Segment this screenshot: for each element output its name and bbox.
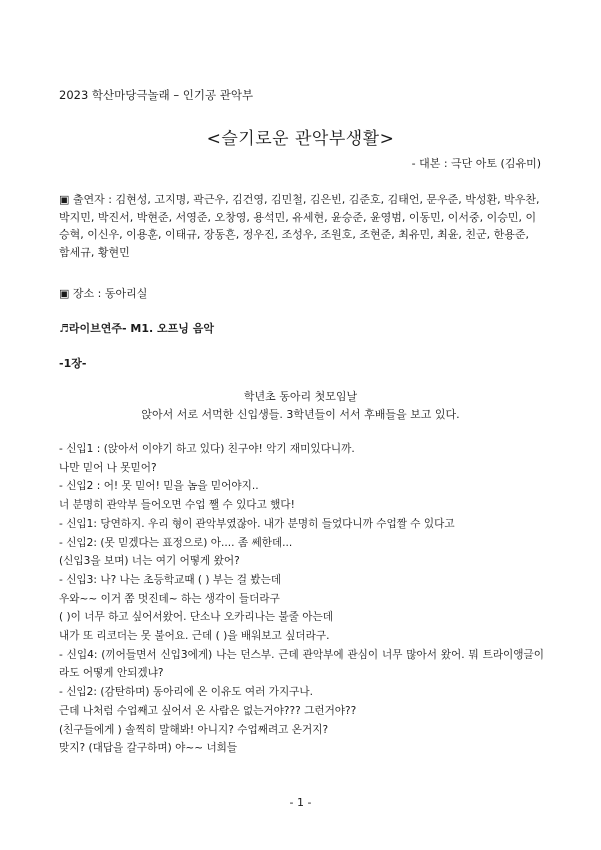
dialogue-line: 너 분명히 관악부 들어오면 수업 쨀 수 있다고 했다!: [59, 499, 295, 512]
dialogue-line: - 신입2 : 어! 못 믿어! 믿을 놈을 믿어야지..: [59, 480, 259, 493]
dialogue-line: - 신입3: 나? 나는 초등학교때 ( ) 부는 걸 봤는데: [59, 573, 282, 586]
stage-direction-line: 앉아서 서로 서먹한 신입생들. 3학년들이 서서 후배들을 보고 있다.: [141, 408, 460, 421]
cast-list: ▣ 출연자 : 김현성, 고지명, 곽근우, 김건영, 김민철, 김은빈, 김준호, 김태언, 문우준, 박성환, 박우찬, 박지민, 박진서, 박현준, 서영준, 오창영, 용석민, 유세현, 윤승준, 윤영범, 이동민, 이서중, 이승민, 이승혁, 이신우, 이용훈, 이태규, 장동흔, 정우진, 조성우, 조원호, 조현준, 최유민, 최윤, 친군, 한용준, 함세규, 황현민: [59, 193, 540, 259]
scene-heading: -1장-: [59, 357, 87, 370]
script-title: <슬기로운 관악부생활>: [206, 129, 395, 149]
dialogue-line: - 신입1 : (앉아서 이야기 하고 있다) 친구야! 악기 재미있다니까.: [59, 443, 355, 455]
music-cue: ♬라이브연주- M1. 오프닝 음악: [59, 322, 214, 335]
page-number: - 1 -: [289, 796, 312, 809]
dialogue-line: 근데 나처럼 수업째고 싶어서 온 사람은 없는거야??? 그런거야??: [59, 704, 357, 717]
dialogue-line: (친구들에게 ) 솔찍히 말해봐! 아니지? 수업째려고 온거지?: [59, 723, 329, 736]
place-line: ▣ 장소 : 동아리실: [59, 287, 148, 300]
dialogue-line: 나만 믿어 나 못믿어?: [59, 461, 157, 474]
event-header: 2023 학산마당극놀래 – 인기공 관악부: [59, 88, 254, 102]
dialogue-block: [59, 440, 544, 758]
dialogue-line: - 신입1: 당연하지. 우리 형이 관악부였잖아. 내가 분명히 들었다니까 수업짤 수 있다고: [59, 517, 455, 530]
dialogue-line: - 신입2: (못 믿겠다는 표정으로) 아.... 좀 쎄한데...: [59, 536, 293, 549]
dialogue-line: - 신입4: (끼어들면서 신입3에게) 나는 던스부. 근데 관악부에 관심이 너무 많아서 왔어. 뭐 트라이앵글이라도 어떻게 안되겠냐?: [59, 648, 544, 680]
dialogue-line: 맞지? (대답을 갈구하며) 야~~ 너희들: [59, 742, 238, 755]
dialogue-line: ( )이 너무 하고 싶어서왔어. 단소나 오카리나는 불줄 아는데: [59, 611, 333, 624]
dialogue-line: - 신입2: (감탄하며) 동아리에 온 이유도 여러 가지구나.: [59, 686, 314, 699]
dialogue-line: 우와~~ 이거 쫌 멋진데~ 하는 생각이 들더라구: [59, 592, 280, 605]
dialogue-line: 내가 또 리코더는 못 불어요. 근데 ( )을 배워보고 싶더라구.: [59, 630, 330, 643]
script-credit: - 대본 : 극단 아토 (김유미): [411, 157, 541, 170]
stage-direction: [0, 388, 601, 424]
dialogue-line: (신입3을 보며) 너는 여기 어떻게 왔어?: [59, 555, 240, 568]
stage-direction-line: 학년초 동아리 첫모임날: [243, 390, 358, 403]
